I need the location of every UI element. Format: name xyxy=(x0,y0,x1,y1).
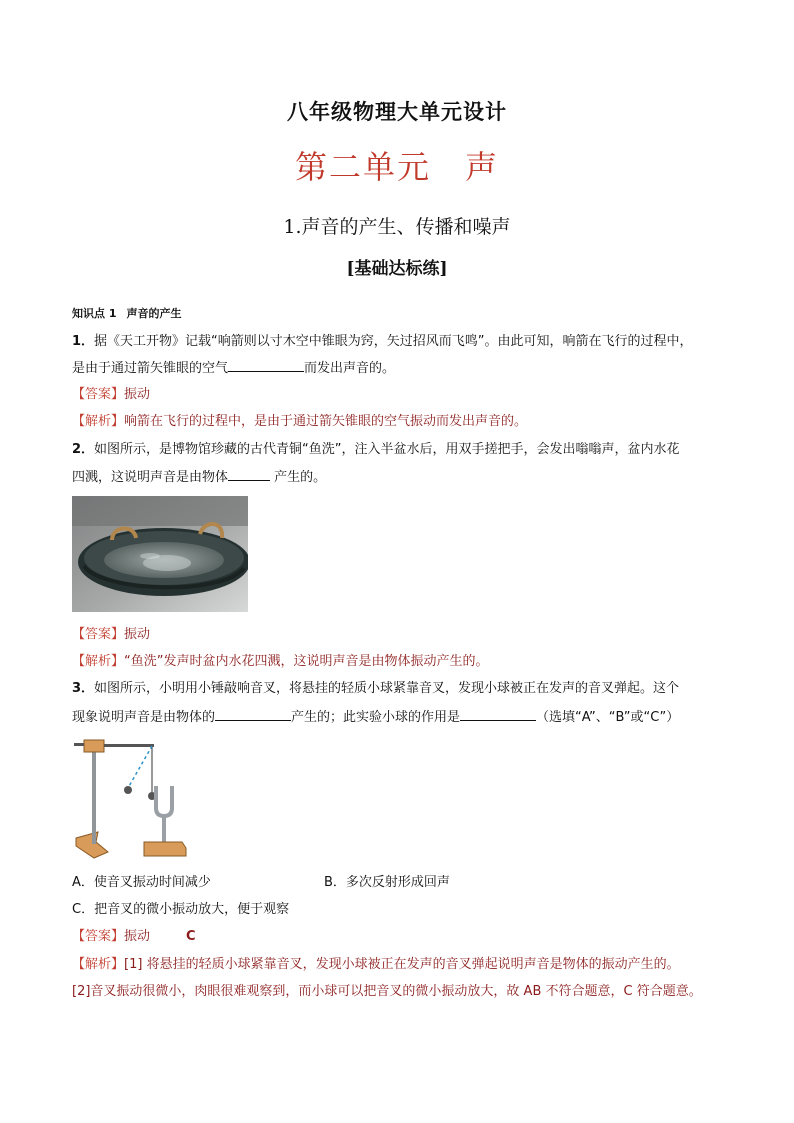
q1-text-line2b: 而发出声音的。 xyxy=(304,361,396,376)
q3-answer-1: 振动 xyxy=(124,929,151,944)
q1-text-line1: 据《天工开物》记载“响箭则以寸木空中锥眼为窍，矢过招风而飞鸣”。由此可知，响箭在飞行的过程中， xyxy=(94,334,693,349)
q1-line1 xyxy=(72,333,693,351)
q1-analysis xyxy=(72,413,527,431)
q2-analysis-text: “鱼洗”发声时盆内水花四溅，这说明声音是由物体振动产生的。 xyxy=(124,654,489,669)
q3-text-line2b: 产生的；此实验小球的作用是 xyxy=(291,710,461,725)
lesson-title: 1.声音的产生、传播和噪声 xyxy=(283,216,511,238)
q2-analysis xyxy=(72,653,489,671)
q1-answer-tag: 【答案】 xyxy=(72,387,125,402)
q3-answer-tag: 【答案】 xyxy=(72,929,125,944)
q1-analysis-text: 响箭在飞行的过程中，是由于通过箭矢锥眼的空气振动而发出声音的。 xyxy=(124,414,528,429)
q3-answer-2: C xyxy=(186,929,196,944)
q3-option-c-row xyxy=(72,901,289,919)
q2-answer xyxy=(72,626,150,644)
knowledge-point-heading xyxy=(72,305,181,321)
q3-analysis-cont xyxy=(72,983,702,1001)
q3-number: 3． xyxy=(72,681,95,696)
q2-number: 2． xyxy=(72,442,95,457)
q3-line2 xyxy=(72,708,679,727)
q3-line1 xyxy=(72,680,679,698)
q1-blank xyxy=(228,359,304,372)
q2-blank xyxy=(228,468,270,481)
q3-option-a: A．使音叉振动时间减少 xyxy=(72,875,211,890)
q2-text-line2a: 四溅，这说明声音是由物体 xyxy=(72,470,229,485)
q3-blank-1 xyxy=(215,708,291,721)
q3-option-b: B．多次反射形成回声 xyxy=(324,875,450,890)
q3-analysis-line1: [1] 将悬挂的轻质小球紧靠音叉，发现小球被正在发声的音叉弹起说明声音是物体的振动产生的。 xyxy=(124,957,680,972)
q2-analysis-tag: 【解析】 xyxy=(72,654,125,669)
knowledge-point-label: 知识点 1 xyxy=(72,307,117,320)
q3-answer xyxy=(72,928,196,946)
q2-answer-text: 振动 xyxy=(124,627,151,642)
q1-line2 xyxy=(72,359,395,378)
bronze-basin-photo xyxy=(72,496,248,612)
q1-number: 1． xyxy=(72,334,95,349)
q3-options-row1 xyxy=(72,874,450,892)
knowledge-point-name: 声音的产生 xyxy=(126,307,182,320)
q2-line2 xyxy=(72,468,326,487)
q3-text-line2c: （选填“A”、“B”或“C”） xyxy=(536,710,680,725)
q3-analysis-tag: 【解析】 xyxy=(72,957,125,972)
practice-level: [基础达标练] xyxy=(346,259,448,279)
q3-blank-2 xyxy=(460,708,536,721)
q2-answer-tag: 【答案】 xyxy=(72,627,125,642)
q1-analysis-tag: 【解析】 xyxy=(72,414,125,429)
unit-title: 第二单元 声 xyxy=(294,148,499,186)
q2-text-line2b: 产生的。 xyxy=(270,470,327,485)
q2-line1 xyxy=(72,441,680,459)
q3-text-line1: 如图所示，小明用小锤敲响音叉，将悬挂的轻质小球紧靠音叉，发现小球被正在发声的音叉弹起。这个 xyxy=(94,681,680,696)
q3-analysis xyxy=(72,956,680,974)
tuning-fork-diagram xyxy=(72,734,192,860)
q2-text-line1: 如图所示，是博物馆珍藏的古代青铜“鱼洗”，注入半盆水后，用双手搓把手，会发出嗡嗡声，盆内水花 xyxy=(94,442,680,457)
q3-option-c: C．把音叉的微小振动放大，便于观察 xyxy=(72,902,290,917)
q3-text-line2a: 现象说明声音是由物体的 xyxy=(72,710,216,725)
q1-answer xyxy=(72,386,150,404)
q1-text-line2a: 是由于通过箭矢锥眼的空气 xyxy=(72,361,229,376)
document-title: 八年级物理大单元设计 xyxy=(287,100,507,124)
q3-analysis-line2: [2]音叉振动很微小，肉眼很难观察到，而小球可以把音叉的微小振动放大，故 AB 不符合题意，C 符合题意。 xyxy=(72,984,702,999)
q1-answer-text: 振动 xyxy=(124,387,151,402)
